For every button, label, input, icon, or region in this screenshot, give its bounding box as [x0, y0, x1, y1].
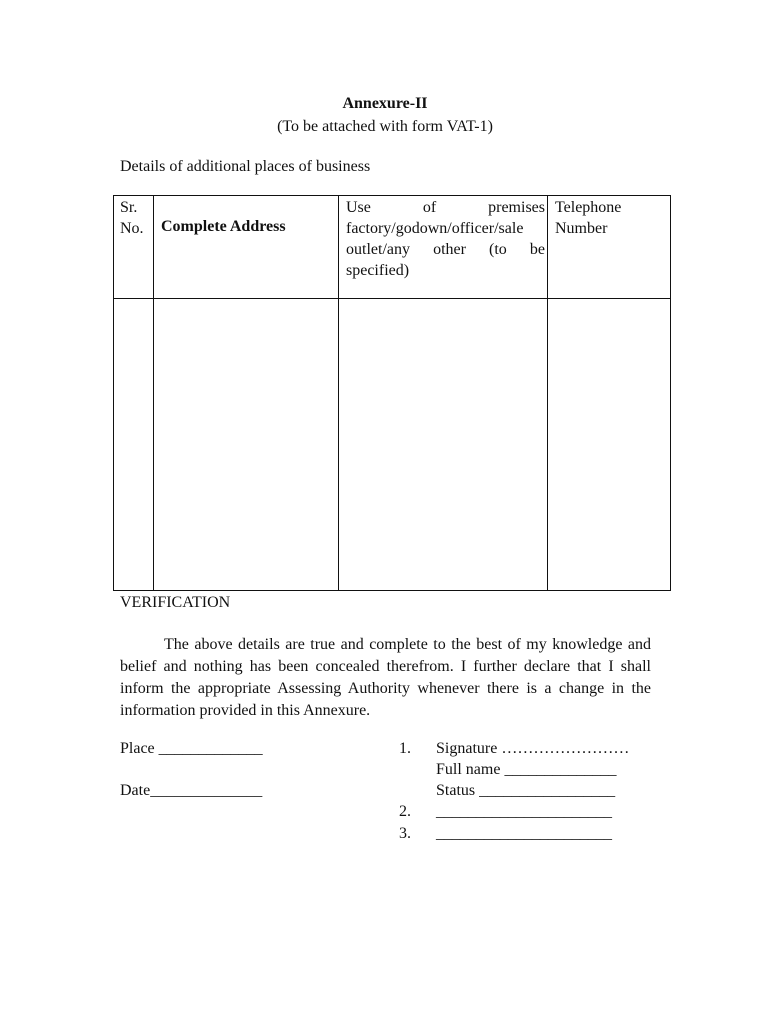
header-use-of-premises: Use of premises factory/godown/officer/sale outlet/any other (to be specified) — [339, 196, 548, 299]
header-telephone-number: Telephone Number — [548, 196, 671, 299]
table-row — [114, 299, 671, 591]
item-number-1: 1. — [399, 740, 411, 757]
document-title: Annexure-II — [342, 95, 428, 112]
cell-telephone-number[interactable] — [548, 299, 671, 591]
cell-complete-address[interactable] — [154, 299, 339, 591]
status-field[interactable]: Status _________________ — [436, 782, 616, 799]
table-header-row — [114, 196, 671, 299]
header-sr-no: Sr. No. — [114, 196, 154, 299]
intro-text: Details of additional places of business — [120, 158, 371, 175]
place-field[interactable]: Place _____________ — [120, 740, 263, 757]
header-complete-address: Complete Address — [154, 196, 339, 299]
verification-heading: VERIFICATION — [120, 594, 231, 611]
signature-field[interactable]: Signature …………………… — [436, 740, 630, 757]
document-subtitle: (To be attached with form VAT-1) — [277, 118, 493, 135]
item-number-3: 3. — [399, 825, 411, 842]
signature-line-3[interactable]: ______________________ — [436, 825, 612, 842]
cell-use-of-premises[interactable] — [339, 299, 548, 591]
full-name-field[interactable]: Full name ______________ — [436, 761, 617, 778]
verification-text: The above details are true and complete to the best of my knowledge and belief and nothing has been concealed therefrom. I further declare that I shall inform the appropriate Assessing Authority whenever there is a change in the information provided in this Annexure. — [120, 636, 651, 719]
cell-sr-no[interactable] — [114, 299, 154, 591]
date-field[interactable]: Date______________ — [120, 782, 263, 799]
item-number-2: 2. — [399, 803, 411, 820]
signature-line-2[interactable]: ______________________ — [436, 803, 612, 820]
places-table — [113, 195, 671, 591]
